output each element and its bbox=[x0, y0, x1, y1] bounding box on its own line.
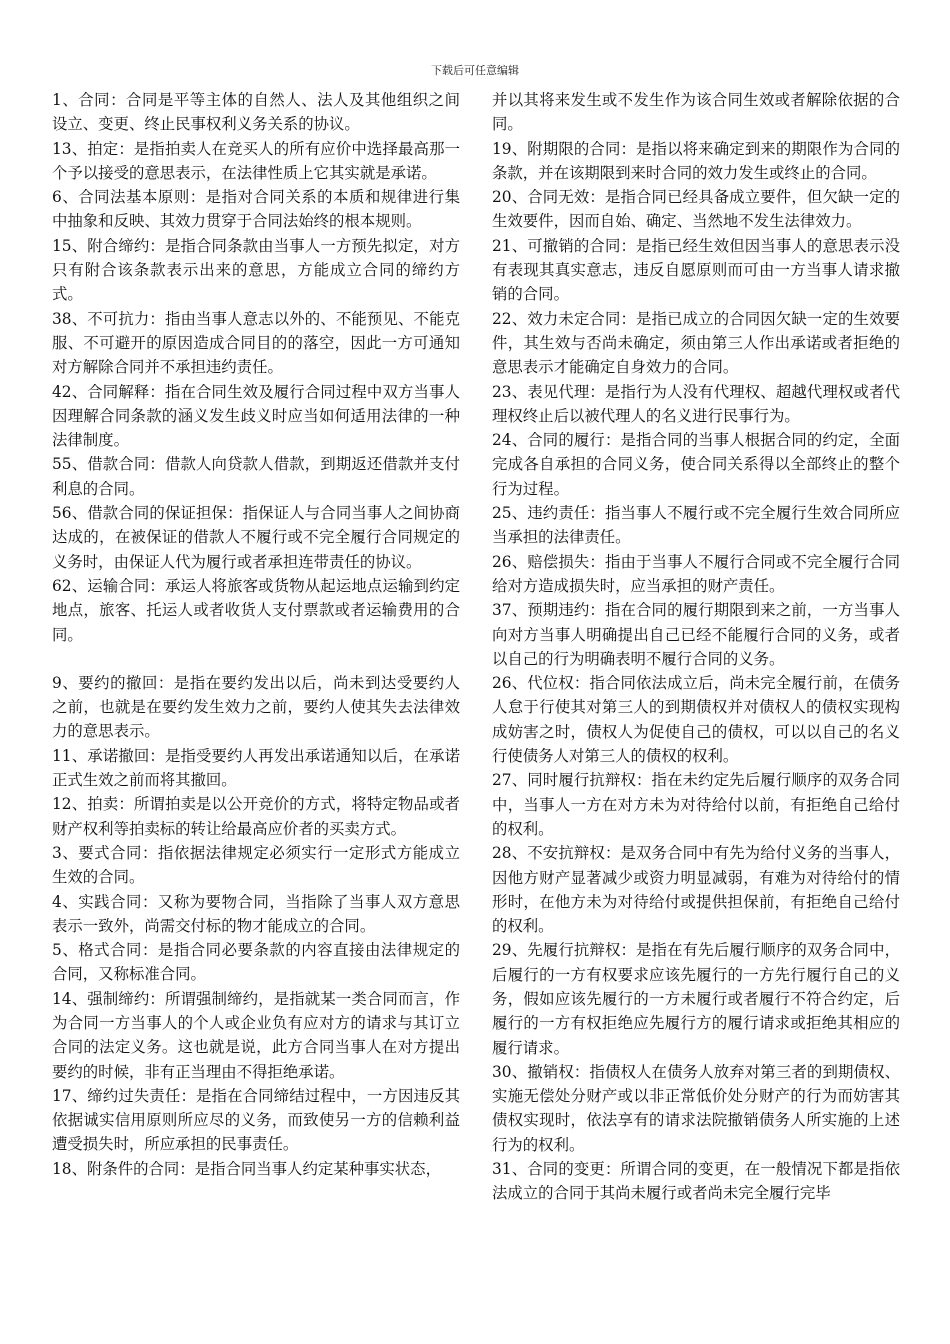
term-definition: 24、合同的履行：是指合同的当事人根据合同的约定，全面完成各自承担的合同义务，使合同关系得以全部终止的整个行为过程。 bbox=[492, 431, 900, 498]
term-definition: 29、先履行抗辩权：是指在有先后履行顺序的双务合同中，后履行的一方有权要求应该先履行的一方先行履行自己的义务，假如应该先履行的一方未履行或者履行不符合约定，后履行的一方有权拒绝应先履行方的履行请求或拒绝其相应的履行请求。 bbox=[492, 941, 900, 1057]
term-definition: 62、运输合同：承运人将旅客或货物从起运地点运输到约定地点，旅客、托运人或者收货人支付票款或者运输费用的合同。 bbox=[52, 576, 460, 644]
page-header: 下载后可任意编辑 bbox=[431, 64, 519, 77]
term-definition: 15、附合缔约：是指合同条款由当事人一方预先拟定，对方只有附合该条款表示出来的意思，方能成立合同的缔约方式。 bbox=[52, 236, 460, 304]
term-definition: 37、预期违约：指在合同的履行期限到来之前，一方当事人向对方当事人明确提出自己已经不能履行合同的义务，或者以自己的行为明确表明不履行合同的义务。 bbox=[492, 601, 900, 668]
paragraph-gap bbox=[52, 647, 460, 671]
term-definition: 25、违约责任：指当事人不履行或不完全履行生效合同所应当承担的法律责任。 bbox=[492, 504, 900, 547]
term-definition: 14、强制缔约：所谓强制缔约，是指就某一类合同而言，作为合同一方当事人的个人或企业负有应对方的请求与其订立合同的法定义务。这也就是说，此方合同当事人在对方提出要约的时候，非有正当理由不得拒绝承诺。 bbox=[52, 989, 460, 1081]
term-definition: 28、不安抗辩权：是双务合同中有先为给付义务的当事人，因他方财产显著减少或资力明显减弱，有难为对待给付的情形时，在他方未为对待给付或提供担保前，有拒绝自己给付的权利。 bbox=[492, 844, 900, 936]
term-definition: 23、表见代理：是指行为人没有代理权、超越代理权或者代理权终止后以被代理人的名义进行民事行为。 bbox=[492, 382, 900, 425]
term-definition: 9、要约的撤回：是指在要约发出以后，尚未到达受要约人之前，也就是在要约发生效力之前，要约人使其失去法律效力的意思表示。 bbox=[52, 673, 460, 741]
term-definition: 30、撤销权：指债权人在债务人放弃对第三者的到期债权、实施无偿处分财产或以非正常低价处分财产的行为而妨害其债权实现时，依法享有的请求法院撤销债务人所实施的上述行为的权利。 bbox=[492, 1062, 900, 1154]
term-definition: 55、借款合同：借款人向贷款人借款，到期返还借款并支付利息的合同。 bbox=[52, 455, 460, 498]
term-definition: 20、合同无效：是指合同已经具备成立要件，但欠缺一定的生效要件，因而自始、确定、当然地不发生法律效力。 bbox=[492, 188, 900, 231]
term-definition: 11、承诺撤回：是指受要约人再发出承诺通知以后，在承诺正式生效之前而将其撤回。 bbox=[52, 746, 460, 790]
term-definition: 56、借款合同的保证担保：指保证人与合同当事人之间协商达成的，在被保证的借款人不履行或不完全履行合同规定的义务时，由保证人代为履行或者承担连带责任的协议。 bbox=[52, 504, 460, 571]
term-definition: 17、缔约过失责任：是指在合同缔结过程中，一方因违反其依据诚实信用原则所应尽的义务，而致使另一方的信赖利益遭受损失时，所应承担的民事责任。 bbox=[52, 1086, 460, 1154]
term-definition: 26、赔偿损失：指由于当事人不履行合同或不完全履行合同给对方造成损失时，应当承担的财产责任。 bbox=[492, 552, 900, 595]
term-definition: 42、合同解释：指在合同生效及履行合同过程中双方当事人因理解合同条款的涵义发生歧义时应当如何适用法律的一种法律制度。 bbox=[52, 382, 460, 450]
term-definition: 6、合同法基本原则：是指对合同关系的本质和规律进行集中抽象和反映、其效力贯穿于合同法始终的根本规则。 bbox=[52, 188, 460, 231]
term-definition: 5、格式合同：是指合同必要条款的内容直接由法律规定的合同，又称标准合同。 bbox=[52, 941, 460, 984]
term-definition: 19、附期限的合同：是指以将来确定到来的期限作为合同的条款，并在该期限到来时合同的效力发生或终止的合同。 bbox=[492, 139, 900, 182]
term-definition: 22、效力未定合同：是指已成立的合同因欠缺一定的生效要件，其生效与否尚未确定，须由第三人作出承诺或者拒绝的意思表示才能确定自身效力的合同。 bbox=[492, 309, 900, 377]
term-definition: 31、合同的变更：所谓合同的变更，在一般情况下都是指依法成立的合同于其尚未履行或者尚未完全履行完毕 bbox=[492, 1160, 900, 1203]
left-column bbox=[52, 88, 460, 1181]
term-definition: 4、实践合同：又称为要物合同，当指除了当事人双方意思表示一致外，尚需交付标的物才能成立的合同。 bbox=[52, 892, 460, 935]
term-definition: 13、拍定：是指拍卖人在竞买人的所有应价中选择最高那一个予以接受的意思表示，在法律性质上它其实就是承诺。 bbox=[52, 139, 460, 182]
term-definition: 21、可撤销的合同：是指已经生效但因当事人的意思表示没有表现其真实意志，违反自愿原则而可由一方当事人请求撤销的合同。 bbox=[492, 236, 900, 304]
term-definition: 3、要式合同：指依据法律规定必须实行一定形式方能成立生效的合同。 bbox=[52, 843, 460, 887]
right-column bbox=[492, 88, 900, 1206]
term-definition: 并以其将来发生或不发生作为该合同生效或者解除依据的合同。 bbox=[492, 91, 900, 134]
term-definition: 27、同时履行抗辩权：指在未约定先后履行顺序的双务合同中，当事人一方在对方未为对待给付以前，有拒绝自己给付的权利。 bbox=[492, 771, 900, 838]
term-definition: 1、合同：合同是平等主体的自然人、法人及其他组织之间设立、变更、终止民事权利义务关系的协议。 bbox=[52, 91, 460, 134]
term-definition: 26、代位权：指合同依法成立后，尚未完全履行前，在债务人怠于行使其对第三人的到期债权并对债权人的债权实现构成妨害之时，债权人为促使自己的债权，可以以自己的名义行使债务人对第三人的债权的权利。 bbox=[492, 674, 900, 766]
term-definition: 18、附条件的合同：是指合同当事人约定某种事实状态， bbox=[52, 1159, 441, 1178]
term-definition: 38、不可抗力：指由当事人意志以外的、不能预见、不能克服、不可避开的原因造成合同目的的落空，因此一方可通知对方解除合同并不承担违约责任。 bbox=[52, 309, 460, 377]
term-definition: 12、拍卖：所谓拍卖是以公开竞价的方式，将特定物品或者财产权利等拍卖标的转让给最高应价者的买卖方式。 bbox=[52, 795, 460, 838]
